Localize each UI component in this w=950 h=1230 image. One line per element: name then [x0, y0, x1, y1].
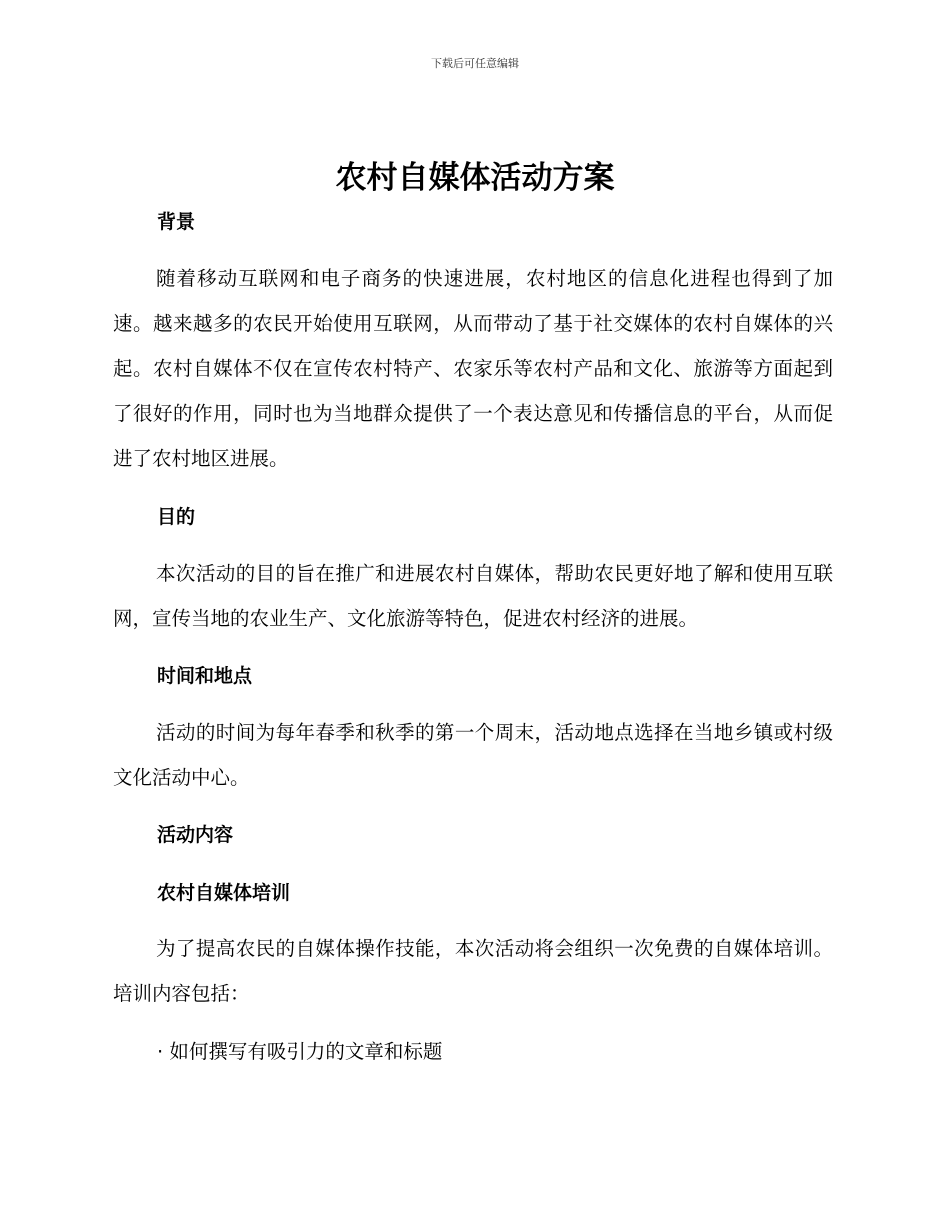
paragraph-time-place: 活动的时间为每年春季和秋季的第一个周末，活动地点选择在当地乡镇或村级文化活动中心。 [113, 721, 833, 789]
paragraph-background: 随着移动互联网和电子商务的快速进展，农村地区的信息化进程也得到了加速。越来越多的农民开始使用互联网，从而带动了基于社交媒体的农村自媒体的兴起。农村自媒体不仅在宣传农村特产、农家乐等农村产品和文化、旅游等方面起到了很好的作用，同时也为当地群众提供了一个表达意见和传播信息的平台，从而促进了农村地区进展。 [113, 267, 833, 470]
section-heading-content: 活动内容 [157, 824, 234, 846]
section-heading-purpose: 目的 [157, 506, 196, 528]
paragraph-training: 为了提高农民的自媒体操作技能，本次活动将会组织一次免费的自媒体培训。培训内容包括： [113, 937, 833, 1005]
subsection-heading-training: 农村自媒体培训 [157, 882, 291, 904]
section-heading-background: 背景 [157, 211, 196, 233]
section-heading-time-place: 时间和地点 [157, 665, 253, 687]
paragraph-purpose: 本次活动的目的旨在推广和进展农村自媒体，帮助农民更好地了解和使用互联网，宣传当地的农业生产、文化旅游等特色，促进农村经济的进展。 [113, 562, 833, 630]
bullet-item: · 如何撰写有吸引力的文章和标题 [157, 1040, 443, 1063]
header-note: 下载后可任意编辑 [431, 57, 519, 70]
document-title: 农村自媒体活动方案 [335, 160, 615, 196]
